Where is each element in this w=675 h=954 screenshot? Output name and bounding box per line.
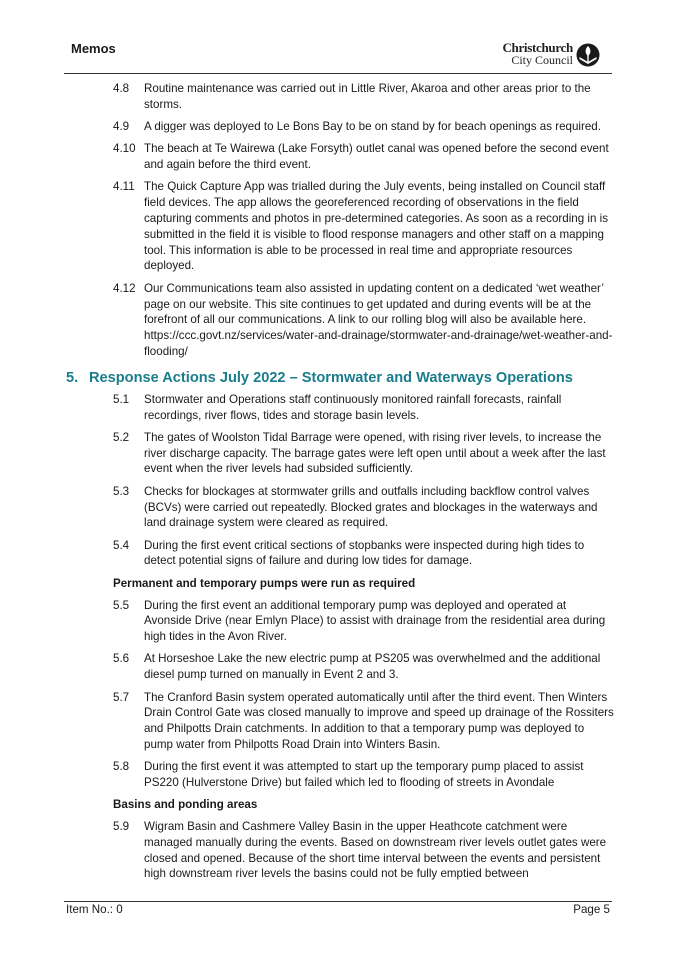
ccc-logo-icon <box>576 43 600 67</box>
paragraph-text: Checks for blockages at stormwater grills and outfalls including backflow control valves (BCVs) were carried out repeatedly. Blocked grates and blockages in the waterways and land drainage system were cleared as required. <box>144 484 598 530</box>
numbered-paragraph <box>0 651 614 683</box>
paragraph-number: 4.8 <box>113 82 130 95</box>
paragraph-text: During the first event an additional temporary pump was deployed and operated at Avonside Drive (near Emlyn Place) to assist with drainage from the residential area during high tides in the Avon River. <box>144 598 606 644</box>
numbered-paragraph <box>0 759 614 791</box>
numbered-paragraph <box>0 598 614 645</box>
section-number: 5. <box>66 369 79 386</box>
logo-text <box>502 42 573 66</box>
paragraph-number: 5.4 <box>113 538 130 552</box>
paragraph-text: Routine maintenance was carried out in Little River, Akaroa and other areas prior to the storms. <box>144 82 591 111</box>
paragraph-number: 5.1 <box>113 392 130 406</box>
logo-line2: City Council <box>511 53 573 67</box>
paragraph-text: The gates of Woolston Tidal Barrage were opened, with rising river levels, to increase the river discharge capacity. The barrage gates were left open until about a week after the last event when the river levels had subsided sufficiently. <box>144 430 606 476</box>
section-5-heading <box>0 369 675 387</box>
numbered-paragraph <box>0 81 614 113</box>
paragraph-text: During the first event critical sections of stopbanks were inspected during high tides to detect potential signs of failure and during low tides for damage. <box>144 538 585 568</box>
paragraph-text: The beach at Te Wairewa (Lake Forsyth) outlet canal was opened before the second event and again before the third event. <box>144 142 609 172</box>
paragraph-number: 5.5 <box>113 598 130 612</box>
paragraph-number: 4.11 <box>113 180 135 194</box>
council-logo <box>498 42 600 70</box>
numbered-paragraph <box>0 538 614 570</box>
section-5-list-c <box>0 819 675 882</box>
paragraph-number: 5.6 <box>113 652 130 666</box>
paragraph-number: 4.9 <box>113 120 130 134</box>
paragraph-number: 4.12 <box>113 281 136 295</box>
section-5-list-a <box>0 392 675 569</box>
numbered-paragraph <box>0 430 614 477</box>
memo-body <box>0 81 675 889</box>
numbered-paragraph <box>0 819 614 882</box>
paragraph-number: 5.2 <box>113 430 130 444</box>
section-4-list <box>0 81 675 360</box>
paragraph-text: Stormwater and Operations staff continuously monitored rainfall forecasts, rainfall recordings, river flows, tides and storage basin levels. <box>144 392 562 422</box>
paragraph-text: Our Communications team also assisted in updating content on a dedicated ‘wet weather’ page on our website. This site continues to get updated and during events will be at the forefront of all our communications. A link to our rolling blog will also be available here. https://ccc.govt.nz/services/water-and-drainage/stormwater-and-drainage/wet-weather-and-flooding/ <box>144 281 613 358</box>
numbered-paragraph <box>0 141 614 173</box>
subheading-pumps: Permanent and temporary pumps were run as required <box>113 576 416 590</box>
numbered-paragraph <box>0 281 614 360</box>
numbered-paragraph <box>0 179 614 274</box>
paragraph-text: The Quick Capture App was trialled during the July events, being installed on Council staff field devices. The app allows the georeferenced recording of observations in the field capturing comments and photos in pre-determined categories. As soon as a recording in is submitted in the field it is visible to flood response managers and other staff on a mapping tool. This information is able to be processed in real time and appropriate resources deployed. <box>144 180 609 273</box>
section-title: Response Actions July 2022 – Stormwater and Waterways Operations <box>89 369 573 386</box>
paragraph-text: The Cranford Basin system operated automatically until after the third event. Then Winters Drain Control Gate was closed manually to improve and speed up drainage of the Rossiters and Philpotts Drain catchments. In addition to that a temporary pump was deployed to pump water from Philpotts Road Drain into Winters Basin. <box>144 690 614 751</box>
section-5-list-b <box>0 598 675 791</box>
page-header-title: Memos <box>71 41 116 56</box>
logo-line1: Christchurch <box>502 40 573 55</box>
paragraph-text: A digger was deployed to Le Bons Bay to be on stand by for beach openings as required. <box>144 120 601 134</box>
paragraph-number: 5.7 <box>113 690 130 704</box>
subheading-basins: Basins and ponding areas <box>113 798 258 812</box>
footer-page-number: Page 5 <box>573 903 610 916</box>
numbered-paragraph <box>0 690 614 753</box>
paragraph-number: 5.8 <box>113 760 130 774</box>
paragraph-text: Wigram Basin and Cashmere Valley Basin in the upper Heathcote catchment were managed manually during the events. Based on downstream river levels outlet gates were closed and opened. Because of the short time interval between the events and persistent high downstream river levels the basins could not be fully emptied between <box>144 820 607 881</box>
numbered-paragraph <box>0 392 614 424</box>
paragraph-number: 5.3 <box>113 484 130 498</box>
numbered-paragraph <box>0 484 614 531</box>
paragraph-number: 4.10 <box>113 142 136 156</box>
paragraph-text: At Horseshoe Lake the new electric pump at PS205 was overwhelmed and the additional diesel pump turned on manually in Event 2 and 3. <box>144 652 601 682</box>
paragraph-text: During the first event it was attempted to start up the temporary pump placed to assist PS220 (Hulverstone Drive) but failed which led to flooding of streets in Avondale <box>144 760 584 789</box>
numbered-paragraph <box>0 119 614 135</box>
header-rule <box>64 73 612 74</box>
paragraph-number: 5.9 <box>113 820 130 834</box>
footer-rule <box>64 901 612 902</box>
footer-item-number: Item No.: 0 <box>66 903 123 916</box>
